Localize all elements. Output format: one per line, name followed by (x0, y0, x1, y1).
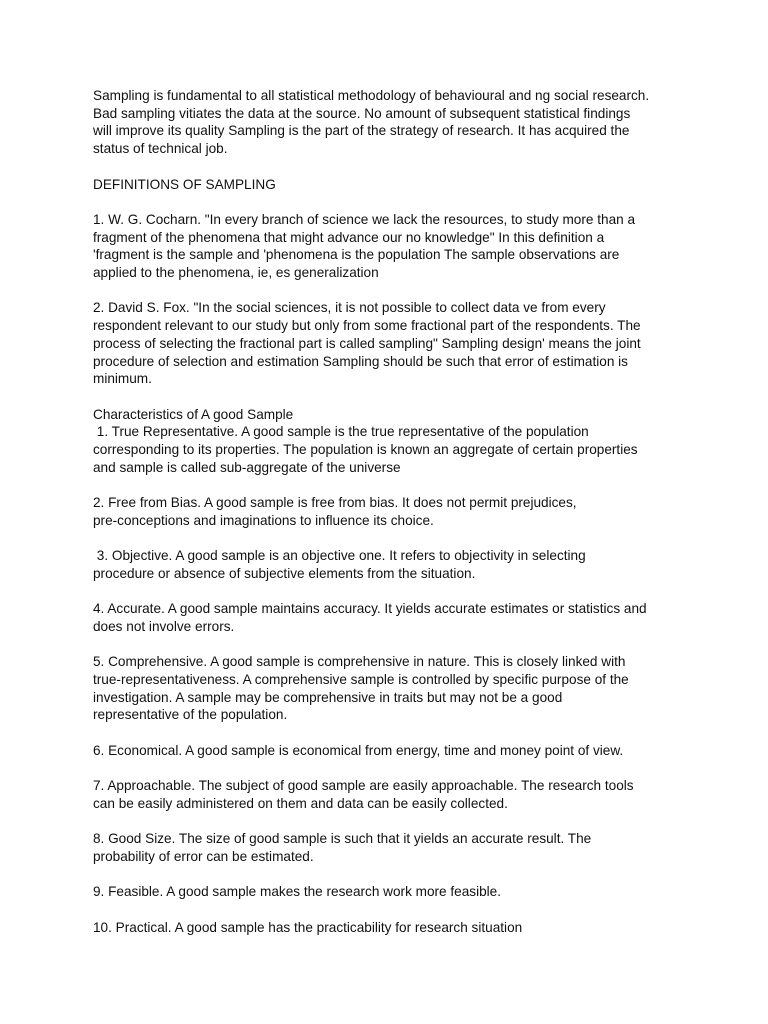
text-line: procedure of selection and estimation Sampling should be such that error of estimation is (93, 353, 628, 369)
text-line: minimum. (93, 371, 152, 387)
text-line: 7. Approachable. The subject of good sample are easily approachable. The research tools (93, 778, 634, 794)
text-line: will improve its quality Sampling is the part of the strategy of research. It has acquired the (93, 123, 630, 139)
characteristic-item-8 (93, 830, 688, 865)
text-line: probability of error can be estimated. (93, 849, 314, 865)
characteristic-item-6 (93, 742, 688, 760)
text-line: applied to the phenomena, ie, es generalization (93, 265, 379, 280)
text-line: pre-conceptions and imaginations to influence its choice. (93, 512, 434, 528)
characteristic-item-10 (93, 919, 688, 937)
text-line: 5. Comprehensive. A good sample is comprehensive in nature. This is closely linked with (93, 654, 626, 670)
characteristic-item-4 (93, 600, 688, 635)
text-line: 6. Economical. A good sample is economical from energy, time and money point of view. (93, 742, 624, 758)
heading-text: DEFINITIONS OF SAMPLING (93, 176, 276, 192)
text-line: can be easily administered on them and data can be easily collected. (93, 795, 508, 811)
text-line: 8. Good Size. The size of good sample is such that it yields an accurate result. The (93, 831, 592, 847)
characteristic-item-1 (93, 423, 688, 476)
definition-1-paragraph (93, 211, 688, 282)
text-line: representative of the population. (93, 707, 288, 723)
text-line: investigation. A sample may be comprehensive in traits but may not be a good (93, 689, 563, 705)
text-line: Bad sampling vitiates the data at the source. No amount of subsequent statistical findings (93, 105, 631, 121)
text-line: status of technical job. (93, 141, 228, 157)
text-line: 'fragment is the sample and 'phenomena is the population The sample observations are (93, 247, 620, 263)
text-line: corresponding to its properties. The population is known an aggregate of certain properties (93, 442, 638, 457)
text-line: 1. True Representative. A good sample is the true representative of the population (93, 424, 589, 440)
text-line: 9. Feasible. A good sample makes the research work more feasible. (93, 884, 502, 900)
text-line: true-representativeness. A comprehensive sample is controlled by specific purpose of the (93, 672, 629, 688)
text-line: fragment of the phenomena that might advance our no knowledge" In this definition a (93, 229, 605, 245)
characteristic-item-7 (93, 777, 688, 812)
text-line: 2. David S. Fox. "In the social sciences, it is not possible to collect data ve from every (93, 300, 606, 316)
text-line: 3. Objective. A good sample is an objective one. It refers to objectivity in selecting (93, 548, 586, 564)
text-line: procedure or absence of subjective elements from the situation. (93, 565, 476, 581)
characteristic-item-3 (93, 547, 688, 582)
definitions-heading (93, 176, 688, 194)
text-line: 2. Free from Bias. A good sample is free from bias. It does not permit prejudices, (93, 495, 577, 511)
characteristics-heading (93, 406, 688, 424)
definition-2-paragraph (93, 299, 688, 388)
characteristic-item-2 (93, 494, 688, 529)
intro-paragraph (93, 87, 688, 158)
document-page (93, 87, 688, 937)
text-line: respondent relevant to our study but only from some fractional part of the respondents. The (93, 318, 641, 334)
text-line: process of selecting the fractional part is called sampling" Sampling design' means the joint (93, 335, 641, 351)
text-line: 10. Practical. A good sample has the practicability for research situation (93, 919, 523, 935)
heading-text: Characteristics of A good Sample (93, 406, 294, 422)
characteristic-item-5 (93, 653, 688, 724)
text-line: and sample is called sub-aggregate of the universe (93, 459, 401, 475)
text-line: 4. Accurate. A good sample maintains accuracy. It yields accurate estimates or statistics and (93, 601, 647, 617)
text-line: does not involve errors. (93, 618, 235, 634)
characteristic-item-9 (93, 883, 688, 901)
text-line: 1. W. G. Cocharn. "In every branch of science we lack the resources, to study more than a (93, 211, 636, 227)
text-line: Sampling is fundamental to all statistical methodology of behavioural and ng social research. (93, 88, 650, 103)
